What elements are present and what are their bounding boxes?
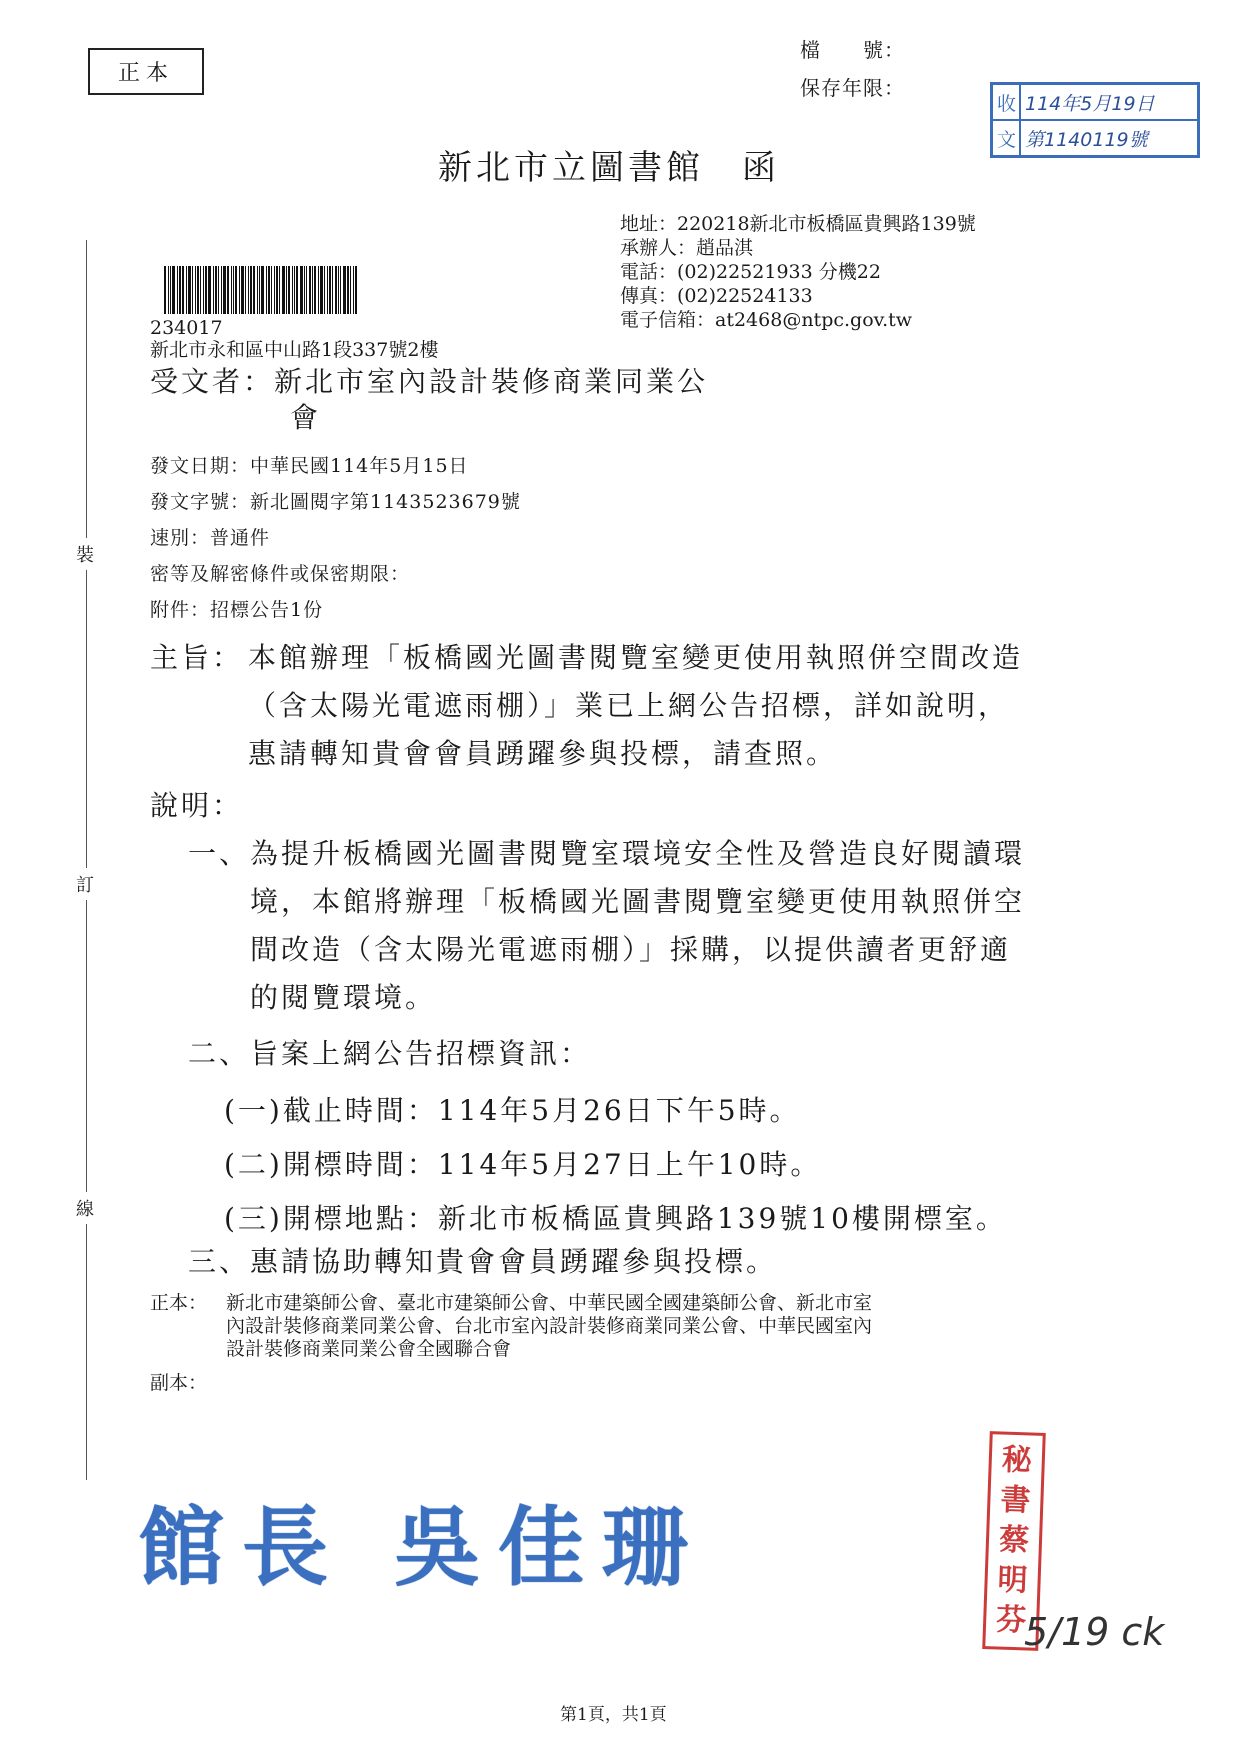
item-1-line: 一、為提升板橋國光圖書閱覽室環境安全性及營造良好閱讀環 bbox=[188, 837, 1026, 870]
barcode-bar bbox=[314, 266, 316, 314]
barcode-bar bbox=[203, 266, 204, 314]
barcode-bar bbox=[318, 266, 319, 314]
sub-item-opening-place: (三)開標地點：新北市板橋區貴興路139號10樓開標室。 bbox=[224, 1202, 1007, 1235]
barcode-bar bbox=[205, 266, 207, 314]
barcode-bar bbox=[288, 266, 290, 314]
priority: 速別：普通件 bbox=[150, 527, 271, 549]
barcode-bar bbox=[296, 266, 298, 314]
recipient-address: 新北市永和區中山路1段337號2樓 bbox=[150, 339, 439, 361]
barcode-bar bbox=[223, 266, 226, 314]
recipient bbox=[150, 364, 708, 400]
barcode-bar bbox=[231, 266, 232, 314]
receipt-stamp bbox=[990, 82, 1200, 158]
postal-code: 234017 bbox=[150, 317, 223, 339]
cc-original-line: 新北市建築師公會、臺北市建築師公會、中華民國全國建築師公會、新北市室 bbox=[226, 1292, 873, 1314]
barcode-bar bbox=[186, 266, 187, 314]
barcode-bar bbox=[261, 266, 264, 314]
contact-handler: 承辦人：趙品淇 bbox=[620, 237, 754, 259]
barcode-bar bbox=[235, 266, 237, 314]
barcode-bar bbox=[294, 266, 295, 314]
barcode-bar bbox=[172, 266, 175, 314]
barcode-bar bbox=[338, 266, 339, 314]
barcode-bar bbox=[188, 266, 191, 314]
retention-label: 保存年限： bbox=[800, 76, 905, 100]
barcode-bar bbox=[355, 266, 357, 314]
barcode-bar bbox=[343, 266, 346, 314]
barcode-bar bbox=[271, 266, 272, 314]
issue-date: 發文日期：中華民國114年5月15日 bbox=[150, 455, 469, 477]
barcode-bar bbox=[259, 266, 260, 314]
director-signature-seal: 館長 吳佳珊 bbox=[138, 1497, 706, 1598]
item-2: 二、旨案上網公告招標資訊： bbox=[188, 1037, 592, 1070]
secretary-seal-text: 秘書蔡明芬 bbox=[995, 1442, 1033, 1639]
receipt-date: 114年5月19日 bbox=[1020, 84, 1198, 120]
barcode-bar bbox=[257, 266, 258, 314]
barcode-bar bbox=[279, 266, 280, 314]
barcode-bar bbox=[179, 266, 181, 314]
barcode-bar bbox=[250, 266, 252, 314]
barcode-bar bbox=[233, 266, 234, 314]
barcode-bar bbox=[276, 266, 278, 314]
copy-type-box: 正本 bbox=[88, 48, 204, 95]
barcode-bar bbox=[350, 266, 351, 314]
subject-label: 主旨： bbox=[150, 641, 244, 674]
barcode-bar bbox=[332, 266, 333, 314]
barcode-bar bbox=[192, 266, 193, 314]
item-1-line: 間改造（含太陽光電遮雨棚）」採購，以提供讀者更舒適 bbox=[250, 933, 1012, 966]
barcode-bar bbox=[248, 266, 249, 314]
barcode-bar bbox=[347, 266, 349, 314]
subject-line: （含太陽光電遮雨棚）」業已上網公告招標，詳如說明， bbox=[248, 689, 1010, 722]
barcode-bar bbox=[282, 266, 285, 314]
barcode-bar bbox=[353, 266, 354, 314]
barcode-bar bbox=[197, 266, 199, 314]
barcode-bar bbox=[306, 266, 307, 314]
contact-address: 地址：220218新北市板橋區貴興路139號 bbox=[620, 213, 976, 235]
barcode-bar bbox=[213, 266, 214, 314]
cc-original-label: 正本： bbox=[150, 1292, 208, 1314]
subject-body bbox=[248, 634, 1023, 778]
barcode-bar bbox=[340, 266, 341, 314]
barcode-bar bbox=[274, 266, 275, 314]
barcode-bar bbox=[170, 266, 171, 314]
barcode-bar bbox=[164, 266, 166, 314]
barcode-bar bbox=[335, 266, 337, 314]
contact-email: 電子信箱：at2468@ntpc.gov.tw bbox=[620, 309, 913, 331]
classification: 密等及解密條件或保密期限： bbox=[150, 563, 411, 585]
barcode-bar bbox=[327, 266, 328, 314]
cc-original-line: 內設計裝修商業同業公會、台北市室內設計裝修商業同業公會、中華民國室內 bbox=[226, 1315, 873, 1337]
recipient-label: 受文者： bbox=[150, 365, 275, 398]
recipient-name-line2: 會 bbox=[290, 401, 322, 434]
barcode-bar bbox=[195, 266, 196, 314]
contact-phone: 電話：(02)22521933 分機22 bbox=[620, 261, 881, 283]
barcode bbox=[164, 266, 454, 314]
issue-number: 發文字號：新北圖閱字第1143523679號 bbox=[150, 491, 521, 513]
barcode-bar bbox=[177, 266, 178, 314]
barcode-bar bbox=[227, 266, 229, 314]
cc-original-line: 設計裝修商業同業公會全國聯合會 bbox=[226, 1338, 512, 1360]
subject-line: 本館辦理「板橋國光圖書閱覽室變更使用執照併空間改造 bbox=[248, 641, 1024, 674]
receipt-stamp-label-2: 文 bbox=[992, 120, 1020, 156]
barcode-bar bbox=[200, 266, 201, 314]
barcode-bar bbox=[268, 266, 270, 314]
barcode-bar bbox=[300, 266, 303, 314]
sub-item-deadline: (一)截止時間：114年5月26日下午5時。 bbox=[224, 1094, 801, 1127]
receipt-number: 第1140119號 bbox=[1020, 120, 1198, 156]
gutter-char-bind: 裝 bbox=[76, 538, 94, 570]
barcode-bar bbox=[215, 266, 217, 314]
handwritten-note: 5/19 ck bbox=[1024, 1610, 1165, 1654]
barcode-bar bbox=[168, 266, 169, 314]
sub-items bbox=[224, 1084, 1007, 1246]
barcode-bar bbox=[309, 266, 311, 314]
page-footer: 第1頁，共1頁 bbox=[560, 1705, 667, 1725]
attachment: 附件：招標公告1份 bbox=[150, 599, 324, 621]
contact-block bbox=[620, 212, 976, 332]
explanation-label: 說明： bbox=[150, 789, 244, 822]
file-number-label: 檔 號： bbox=[800, 38, 905, 62]
meta-block bbox=[150, 448, 521, 628]
barcode-bar bbox=[324, 266, 325, 314]
barcode-bar bbox=[241, 266, 244, 314]
item-3: 三、惠請協助轉知貴會會員踴躍參與投標。 bbox=[188, 1245, 778, 1278]
barcode-bar bbox=[253, 266, 255, 314]
barcode-bar bbox=[292, 266, 293, 314]
barcode-bar bbox=[312, 266, 313, 314]
sub-item-opening-time: (二)開標時間：114年5月27日上午10時。 bbox=[224, 1148, 822, 1181]
barcode-bar bbox=[266, 266, 267, 314]
binding-line bbox=[86, 240, 87, 1480]
barcode-bar bbox=[245, 266, 246, 314]
document-title: 新北市立圖書館 函 bbox=[438, 148, 780, 188]
gutter-char-line: 線 bbox=[76, 1192, 94, 1224]
barcode-bar bbox=[221, 266, 222, 314]
barcode-bar bbox=[320, 266, 323, 314]
item-1 bbox=[188, 830, 1025, 1022]
receipt-stamp-label-1: 收 bbox=[992, 84, 1020, 120]
barcode-bar bbox=[329, 266, 331, 314]
cc-copy-label: 副本： bbox=[150, 1372, 208, 1394]
item-1-line: 境，本館將辦理「板橋國光圖書閱覽室變更使用執照併空 bbox=[250, 885, 1026, 918]
contact-fax: 傳真：(02)22524133 bbox=[620, 285, 813, 307]
barcode-bar bbox=[286, 266, 287, 314]
barcode-bar bbox=[182, 266, 184, 314]
gutter-char-staple: 訂 bbox=[76, 868, 94, 900]
subject-line: 惠請轉知貴會會員踴躍參與投標，請查照。 bbox=[248, 737, 838, 770]
barcode-bar bbox=[304, 266, 305, 314]
cc-original-list bbox=[226, 1292, 872, 1361]
barcode-bar bbox=[218, 266, 219, 314]
item-1-line: 的閱覽環境。 bbox=[250, 981, 437, 1014]
barcode-bar bbox=[208, 266, 211, 314]
barcode-bar bbox=[239, 266, 240, 314]
recipient-name-line1: 新北市室內設計裝修商業同業公 bbox=[274, 365, 709, 398]
